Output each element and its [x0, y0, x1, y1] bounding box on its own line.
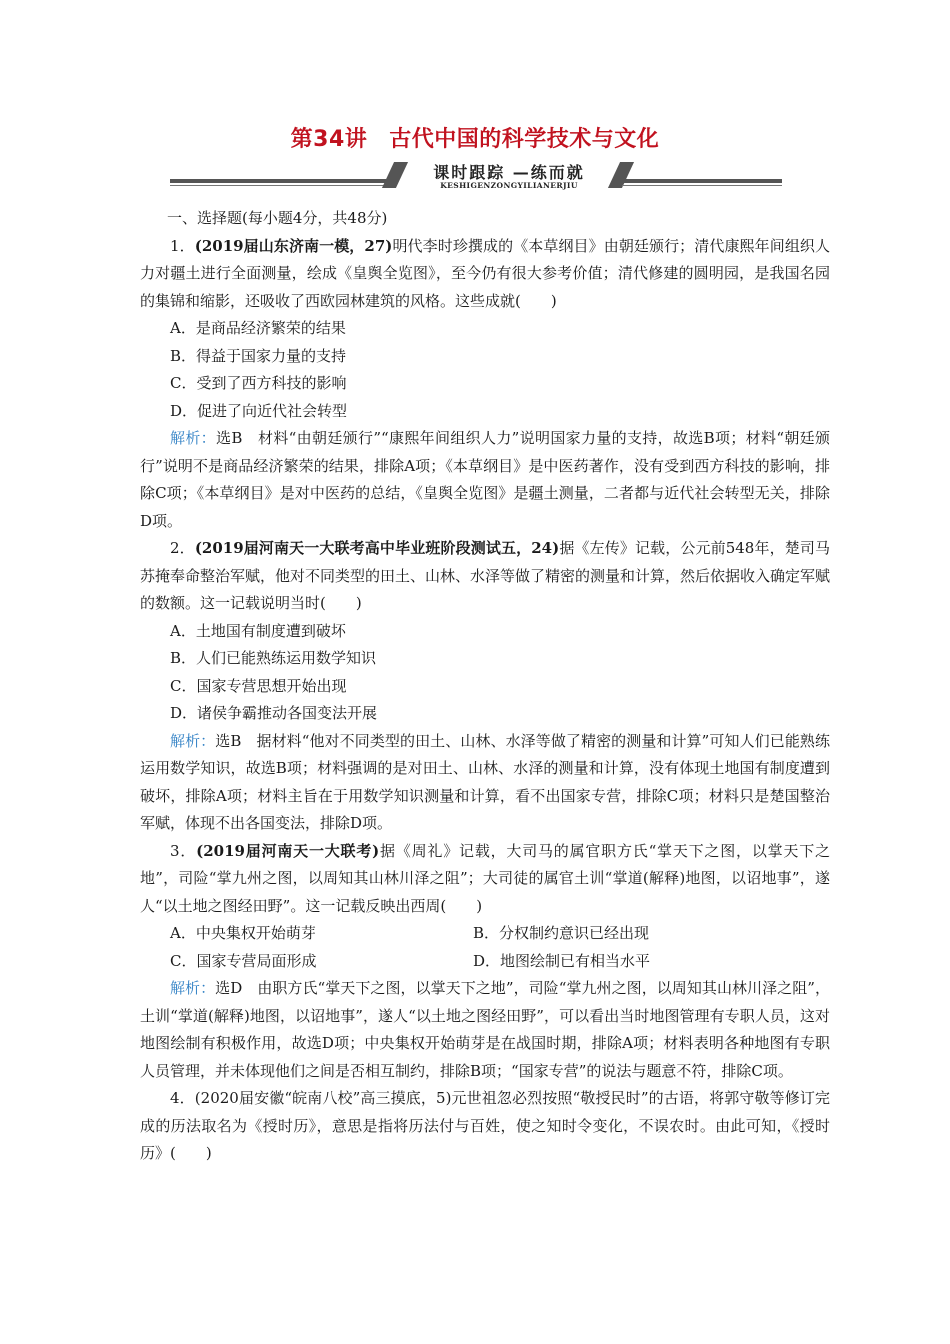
- option-c: C．受到了西方科技的影响: [170, 374, 347, 392]
- question-3: [140, 838, 830, 1086]
- section-title: 一、选择题(每小题4分，共48分): [167, 209, 388, 227]
- option-a: A．中央集权开始萌芽: [170, 924, 316, 942]
- question-stem: 1．(2019届山东济南一模，27)明代李时珍撰成的《本草纲目》由朝廷颁行；清代康熙年间组织人力对疆土进行全面测量，绘成《皇舆全览图》，至今仍有很大参考价值；清代修建的圆明园，是我国名园的集锦和缩影，还吸收了西欧园林建筑的风格。这些成就( ): [140, 236, 830, 310]
- option-d: D．地图绘制已有相当水平: [473, 951, 651, 970]
- question-2: [140, 535, 830, 838]
- banner-label: 课时跟踪 —练而就: [433, 163, 585, 182]
- question-4: [140, 1085, 830, 1168]
- option-d: D．诸侯争霸推动各国变法开展: [170, 704, 378, 722]
- option-b: B．人们已能熟练运用数学知识: [170, 649, 377, 667]
- option-b: B．分权制约意识已经出现: [473, 924, 650, 942]
- lesson-number: 第34讲: [290, 127, 368, 152]
- question-source: (2019届山东济南一模，27): [194, 236, 393, 255]
- question-source: (2020届安徽“皖南八校”高三摸底，5): [194, 1089, 452, 1107]
- question-stem: 2．(2019届河南天一大联考高中毕业班阶段测试五，24)据《左传》记载，公元前548年，楚司马苏掩奉命整治军赋，他对不同类型的田土、山林、水泽等做了精密的测量和计算，然后依据收入确定军赋的数额。这一记载说明当时( ): [140, 539, 831, 612]
- lesson-title: 古代中国的科学技术与文化: [389, 127, 660, 152]
- banner-subtitle: KESHIGENZONGYILIANERJIU: [440, 181, 578, 190]
- option-row: [140, 948, 830, 976]
- practice-banner: [170, 160, 782, 194]
- analysis-tag: 解析：: [170, 429, 216, 447]
- option-b: B．得益于国家力量的支持: [170, 346, 347, 365]
- option-a: A．土地国有制度遭到破坏: [170, 621, 346, 640]
- option-a: A．是商品经济繁荣的结果: [170, 319, 346, 337]
- question-stem: 3．(2019届河南天一大联考)据《周礼》记载，大司马的属官职方氏“掌天下之图，以掌天下之地”，司险“掌九州之图，以周知其山林川泽之阻”；大司徒的属官土训“掌道(解释)地图，以诏地事”，遂人“以土地之图经田野”。这一记载反映出西周( ): [140, 841, 830, 915]
- option-c: C．国家专营思想开始出现: [170, 676, 347, 695]
- option-c: C．国家专营局面形成: [170, 951, 317, 970]
- option-row: [140, 920, 830, 948]
- question-1: [140, 233, 830, 536]
- question-source: (2019届河南天一大联考): [196, 841, 380, 860]
- analysis: 解析：选D 由职方氏“掌天下之图，以掌天下之地”，司险“掌九州之图，以周知其山林川泽之阻”，土训“掌道(解释)地图，以诏地事”，遂人“以土地之图经田野”，可以看出当时地图管理有专职人员，这对地图绘制有积极作用，故选D项；中央集权开始萌芽是在战国时期，排除A项；材料表明各种地图有专职人员管理，并未体现他们之间是否相互制约，排除B项；“国家专营”的说法与题意不符，排除C项。: [140, 979, 830, 1080]
- option-d: D．促进了向近代社会转型: [170, 401, 348, 420]
- page-title: [0, 122, 950, 153]
- analysis-tag: 解析：: [170, 731, 216, 750]
- question-source: (2019届河南天一大联考高中毕业班阶段测试五，24): [194, 539, 560, 557]
- analysis: 解析：选B 材料“由朝廷颁行”“康熙年间组织人力”说明国家力量的支持，故选B项；材料“朝廷颁行”说明不是商品经济繁荣的结果，排除A项；《本草纲目》是中医药著作，没有受到西方科技的影响，排除C项；《本草纲目》是对中医药的总结，《皇舆全览图》是疆土测量，二者都与近代社会转型无关，排除D项。: [140, 429, 830, 530]
- analysis-tag: 解析：: [170, 979, 216, 997]
- question-stem: 4．(2020届安徽“皖南八校”高三摸底，5)元世祖忽必烈按照“敬授民时”的古语，将郭守敬等修订完成的历法取名为《授时历》，意思是指将历法付与百姓，使之知时令变化，不误农时。由此可知，《授时历》( ): [140, 1089, 830, 1162]
- question-content: [140, 205, 830, 1168]
- analysis: 解析：选B 据材料“他对不同类型的田土、山林、水泽等做了精密的测量和计算”可知人们已能熟练运用数学知识，故选B项；材料强调的是对田土、山林、水泽的测量和计算，没有体现土地国有制度遭到破坏，排除A项；材料主旨在于用数学知识测量和计算，看不出国家专营，排除C项；材料只是楚国整治军赋，体现不出各国变法，排除D项。: [140, 731, 830, 832]
